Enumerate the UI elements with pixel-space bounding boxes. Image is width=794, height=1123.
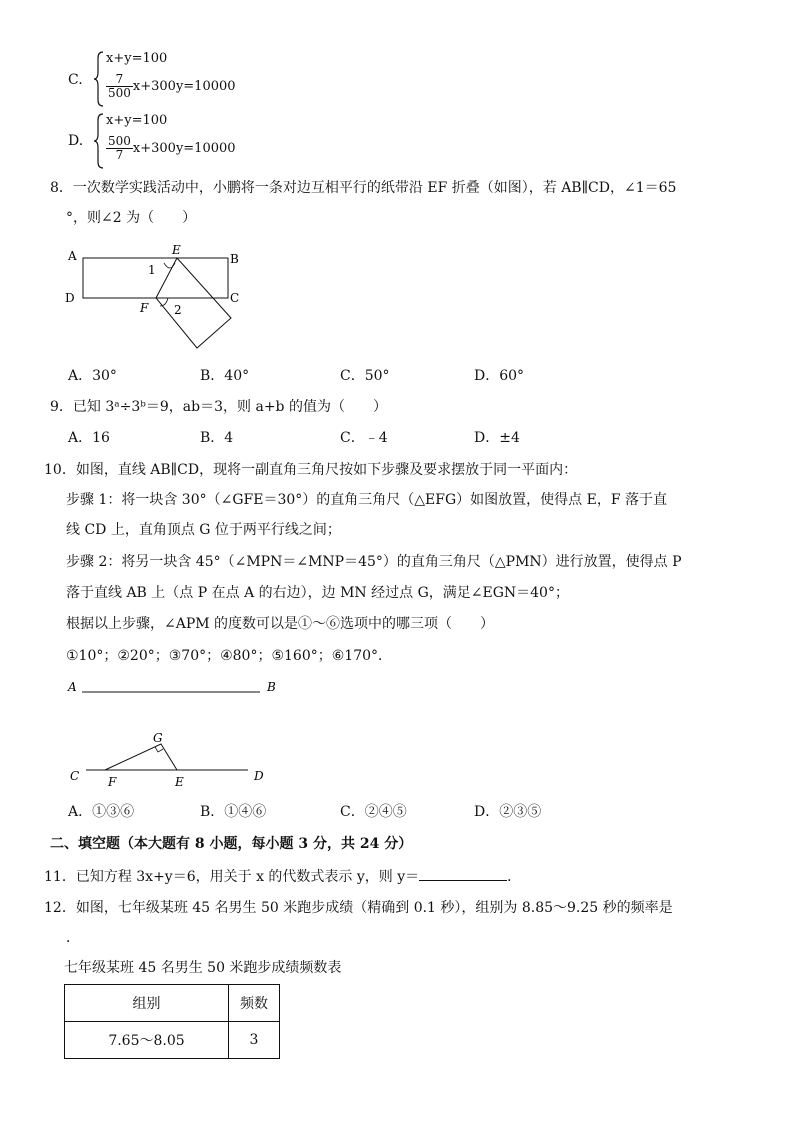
q10-label-g: G	[153, 731, 163, 745]
q9-option-a[interactable]: A．16	[68, 430, 110, 446]
q7-option-d-frac-num: 500	[108, 134, 131, 148]
q10-step1-line1: 步骤 1：将一块含 30°（∠GFE＝30°）的直角三角尺（△EFG）如图放置，使得点 E，F 落于直	[66, 492, 668, 508]
q9-option-c[interactable]: C．﹣4	[340, 430, 388, 446]
q7-option-d-eq2-rest: x+300y=10000	[132, 141, 236, 156]
q10-step1-line2: 线 CD 上，直角顶点 G 位于两平行线之间；	[66, 522, 341, 538]
q8-label-d: D	[65, 291, 75, 305]
q10-option-d[interactable]: D．②③⑤	[474, 804, 542, 820]
section2-title: 二、填空题（本大题有 8 小题，每小题 3 分，共 24 分）	[50, 836, 413, 852]
q7-option-c-fraction	[106, 73, 133, 100]
q10-label-e: E	[175, 775, 184, 787]
q11-stem	[44, 866, 521, 887]
q8-figure	[60, 240, 250, 355]
table-cell-frequency: 3	[229, 1022, 280, 1059]
q8-label-f: F	[140, 301, 149, 315]
table-header-row	[65, 985, 280, 1022]
q7-option-d-eq1: x+y=100	[106, 113, 168, 128]
q11-answer-blank[interactable]	[419, 866, 507, 881]
q7-option-c-frac-den: 500	[108, 86, 131, 100]
q8-option-b[interactable]: B．40°	[200, 368, 250, 384]
q8-label-1: 1	[148, 263, 156, 277]
q9-option-d[interactable]: D．±4	[474, 430, 520, 446]
q8-label-a: A	[68, 249, 77, 263]
q8-label-e: E	[172, 243, 181, 257]
table-row	[65, 1022, 280, 1059]
q10-option-a[interactable]: A．①③⑥	[68, 804, 135, 820]
q7-option-c-eq2	[106, 73, 236, 100]
q7-option-c-brace	[92, 50, 106, 108]
q10-right-angle-mark	[155, 747, 163, 752]
q8-option-d[interactable]: D．60°	[474, 368, 525, 384]
q11-end: ．	[507, 869, 522, 885]
q8-option-c[interactable]: C．50°	[340, 368, 390, 384]
table-cell-group: 7.65～8.05	[65, 1022, 229, 1059]
q7-option-d-eq2	[106, 135, 236, 162]
q7-option-d-frac-den: 7	[115, 148, 124, 162]
q8-stem-line1: 8．一次数学实践活动中，小鹏将一条对边互相平行的纸带沿 EF 折叠（如图），若 AB∥CD，∠1＝65	[50, 180, 677, 196]
q8-label-c: C	[230, 291, 240, 305]
q12-table-title: 七年级某班 45 名男生 50 米跑步成绩频数表	[64, 960, 342, 976]
q8-label-2: 2	[174, 303, 182, 317]
q12-stem-line2: ．	[66, 930, 80, 946]
q10-triangle-efg	[105, 744, 177, 770]
q8-angle1-arc	[164, 263, 175, 268]
q7-option-c-frac-num: 7	[106, 73, 133, 87]
table-header-group: 组别	[65, 985, 229, 1022]
q9-stem: 9．已知 3ᵃ÷3ᵇ＝9，ab＝3，则 a+b 的值为（ ）	[50, 399, 387, 415]
q9-option-b[interactable]: B．4	[200, 430, 234, 446]
q10-option-c[interactable]: C．②④⑤	[340, 804, 407, 820]
q10-figure	[60, 672, 290, 787]
q10-option-b[interactable]: B．①④⑥	[200, 804, 267, 820]
q8-folded-part	[156, 258, 231, 348]
q10-label-c: C	[70, 769, 80, 783]
q10-label-a: A	[68, 680, 77, 694]
q12-stem-line1: 12．如图，七年级某班 45 名男生 50 米跑步成绩（精确到 0.1 秒），组别为 8.85～9.25 秒的频率是	[44, 900, 673, 916]
q7-option-c-eq2-rest: x+300y=10000	[132, 79, 236, 94]
q7-option-c-label: C.	[68, 72, 83, 88]
q7-option-d-brace	[92, 112, 106, 170]
q8-label-b: B	[230, 252, 239, 266]
q10-question-line: 根据以上步骤，∠APM 的度数可以是①～⑥选项中的哪三项（ ）	[66, 616, 495, 632]
q8-stem-line2: °，则∠2 为（ ）	[66, 210, 197, 226]
q7-option-d-label: D.	[68, 133, 84, 149]
q12-frequency-table	[64, 984, 280, 1059]
q7-option-c-eq1: x+y=100	[106, 51, 168, 66]
q7-option-d-fraction	[106, 135, 133, 162]
q10-choices-line: ①10°；②20°；③70°；④80°；⑤160°；⑥170°．	[66, 648, 393, 664]
q10-label-b: B	[267, 680, 276, 694]
table-header-frequency: 频数	[229, 985, 280, 1022]
q10-step2-line2: 落于直线 AB 上（点 P 在点 A 的右边），边 MN 经过点 G，满足∠EGN＝40°；	[66, 585, 569, 601]
q10-label-d: D	[254, 769, 264, 783]
q10-step2-line1: 步骤 2：将另一块含 45°（∠MPN＝∠MNP＝45°）的直角三角尺（△PMN）进行放置，使得点 P	[66, 554, 682, 570]
q10-label-f: F	[108, 775, 117, 787]
q8-option-a[interactable]: A．30°	[68, 368, 117, 384]
q11-text: 11．已知方程 3x+y＝6，用关于 x 的代数式表示 y，则 y＝	[44, 869, 420, 885]
q10-stem-line1: 10．如图，直线 AB∥CD，现将一副直角三角尺按如下步骤及要求摆放于同一平面内：	[44, 462, 578, 478]
